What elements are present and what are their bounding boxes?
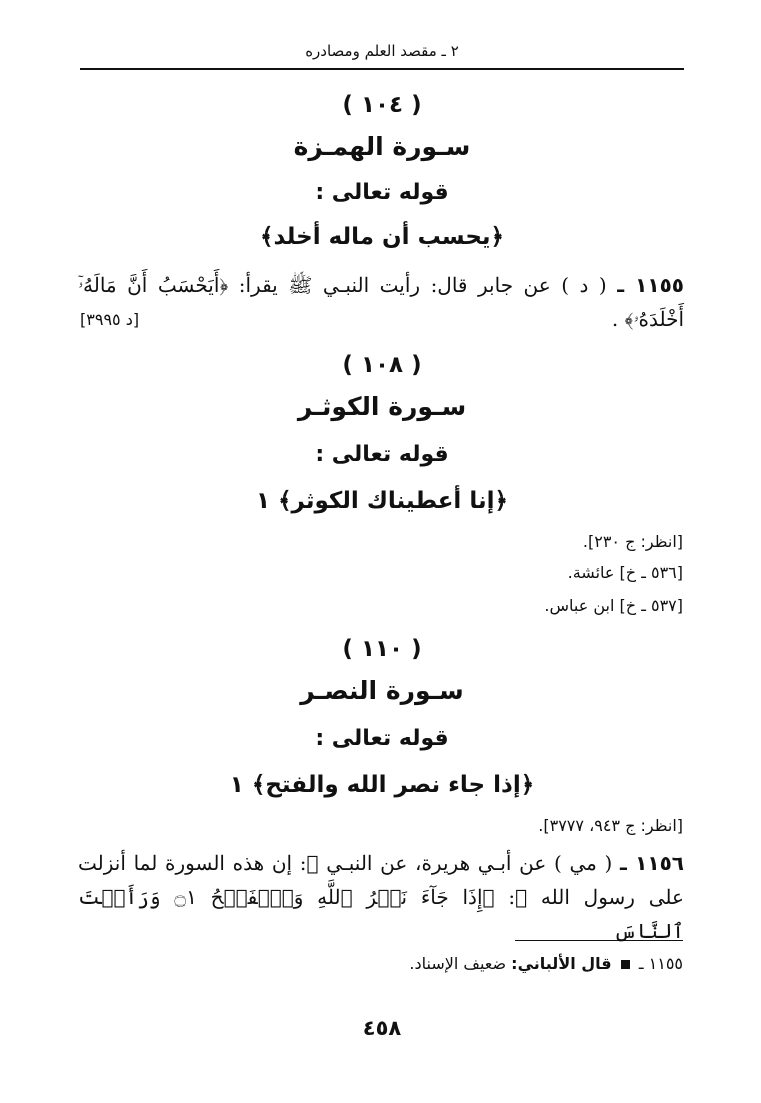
- hadith-number: ١١٥٥ ـ: [617, 273, 684, 297]
- surah-title: سـورة الهمـزة: [293, 132, 471, 161]
- verse-number: ١: [229, 772, 244, 798]
- hadith-text: ( د ) عن جابر قال: رأيت النبـي ﷺ يقرأ: ﴿أَيَحْسَبُ أَنَّ مَالَهُۥٓ أَخْلَدَهُۥ﴾ .: [78, 273, 684, 331]
- footnote: [409, 954, 683, 973]
- verse-intro: قوله تعالى :: [315, 442, 449, 467]
- verse-text: ﴿إذا جاء نصر الله والفتح﴾: [251, 772, 535, 798]
- hadith-1155: [78, 268, 684, 336]
- header-rule: [80, 68, 684, 70]
- verse-number: ١: [256, 488, 271, 514]
- square-bullet-icon: [621, 960, 630, 969]
- footnote-rule: [515, 940, 683, 941]
- surah-title: سـورة الكوثـر: [297, 392, 467, 421]
- verse-heading: ﴿يحسب أن ماله أخلد﴾: [259, 224, 505, 250]
- surah-number: ( ١٠٨ ): [342, 352, 422, 378]
- reference-note: [انظر: ج ٩٤٣، ٣٧٧٧].: [538, 816, 683, 835]
- reference-note: [٥٣٦ ـ خ] عائشة.: [567, 563, 683, 582]
- hadith-number: ١١٥٦ ـ: [620, 851, 684, 875]
- verse-heading: [80, 772, 684, 798]
- footnote-label: قال الألباني:: [511, 954, 612, 973]
- verse-intro: قوله تعالى :: [315, 726, 449, 751]
- reference-note: [٥٣٧ ـ خ] ابن عباس.: [544, 596, 683, 615]
- verse-heading: [80, 488, 684, 514]
- surah-number: ( ١٠٤ ): [342, 92, 422, 118]
- running-head: ٢ ـ مقصد العلم ومصادره: [305, 42, 459, 60]
- surah-number: ( ١١٠ ): [342, 636, 422, 662]
- page-number: ٤٥٨: [362, 1016, 402, 1040]
- reference-note: [انظر: ج ٢٣٠].: [582, 532, 683, 551]
- verse-text: ﴿إنا أعطيناك الكوثر﴾: [278, 488, 508, 514]
- footnote-number: ١١٥٥ ـ: [638, 954, 683, 973]
- hadith-reference: [د ٣٩٩٥]: [80, 310, 140, 329]
- hadith-1156: [78, 846, 684, 948]
- surah-title: سـورة النصـر: [300, 676, 464, 705]
- footnote-text: ضعيف الإسناد.: [409, 954, 507, 973]
- verse-intro: قوله تعالى :: [315, 180, 449, 205]
- hadith-text: ( مي ) عن أبـي هريرة، عن النبـي ﷺ: إن هذه السورة لما أنزلت على رسول الله ﷺ: ﴿إِذَا جَآءَ نَصۡرُ ٱللَّهِ وَٱلۡفَتۡحُ ۝١ وَرَأَيۡتَ ٱلنَّاسَ: [78, 851, 684, 943]
